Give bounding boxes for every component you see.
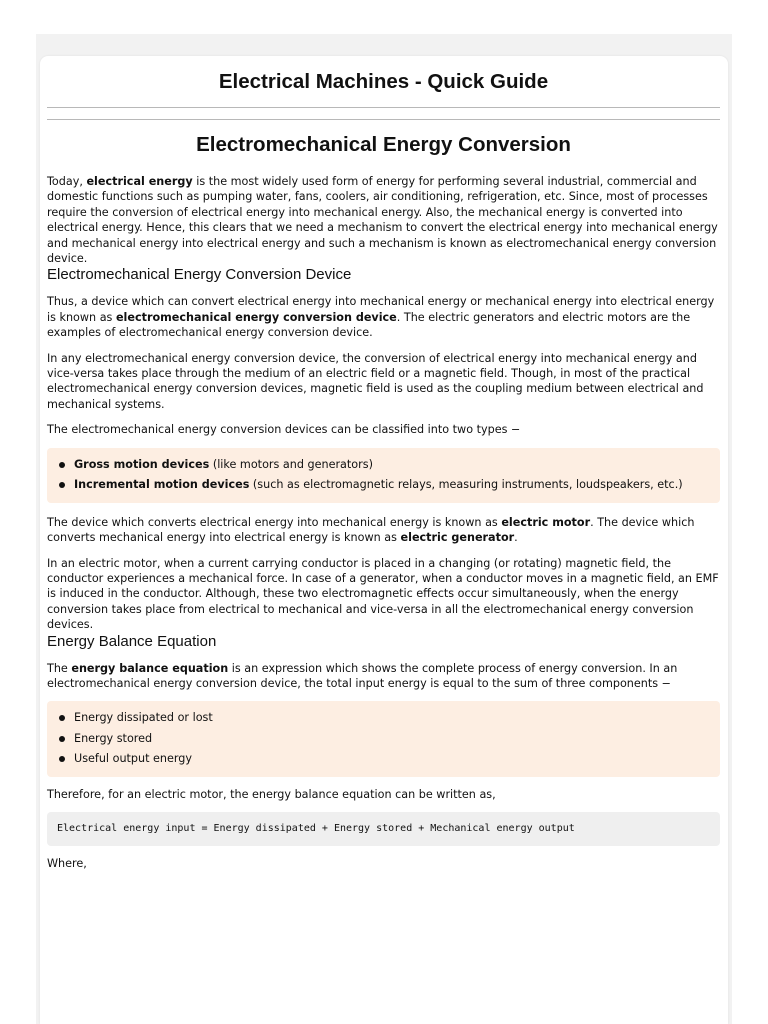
paragraph: Where, [47, 857, 87, 871]
intro-paragraph: Today, electrical energy is the most widely used form of energy for performing several industrial, commercial and domestic functions such as pumping water, fans, coolers, air conditioning, refrigeration, etc. Since, most of processes require the conversion of electrical energy into mechanical energy. Also, the mechanical energy is converted into electrical energy. Hence, this clears that we need a mechanism to convert the electrical energy into mechanical energy and mechanical energy into electrical energy and such a mechanism is known as electromechanical energy conversion device. [47, 175, 718, 266]
divider [47, 119, 720, 120]
device-types-box [47, 448, 720, 503]
paragraph: Therefore, for an electric motor, the energy balance equation can be written as, [47, 787, 496, 801]
paragraph: In an electric motor, when a current carrying conductor is placed in a changing (or rotating) magnetic field, the conductor experiences a mechanical force. In case of a generator, when a conductor moves in a magnetic field, an EMF is induced in the conductor. Although, these two electromagnetic effects occur simultaneously, when the energy conversion takes place from electrical to mechanical and vice-versa in all the electromechanical energy conversion devices. [47, 556, 719, 632]
page-title: Electrical Machines - Quick Guide [218, 70, 549, 93]
paragraph: The electromechanical energy conversion devices can be classified into two types − [47, 423, 521, 437]
paragraph: Thus, a device which can convert electrical energy into mechanical energy or mechanical energy into electrical energy is known as electromechanical energy conversion device. The electric generators and electric motors are the examples of electromechanical energy conversion device. [47, 295, 715, 340]
list-item: Useful output energy [47, 750, 720, 771]
equation-block: Electrical energy input = Energy dissipated + Energy stored + Mechanical energy output [47, 812, 720, 846]
energy-components-list [47, 709, 720, 771]
subheading-conversion-device: Electromechanical Energy Conversion Device [47, 266, 352, 284]
section-title: Electromechanical Energy Conversion [196, 133, 571, 156]
list-item: Incremental motion devices (such as electromagnetic relays, measuring instruments, loudspeakers, etc.) [47, 476, 720, 497]
subheading-energy-balance: Energy Balance Equation [47, 632, 217, 650]
device-types-list [47, 456, 720, 497]
article [47, 56, 720, 872]
paragraph: The energy balance equation is an expression which shows the complete process of energy conversion. In an electromechanical energy conversion device, the total input energy is equal to the sum of three components − [47, 661, 678, 690]
divider [47, 107, 720, 108]
list-item: Energy dissipated or lost [47, 709, 720, 730]
energy-components-box [47, 701, 720, 777]
list-item: Gross motion devices (like motors and generators) [47, 456, 720, 477]
paragraph: In any electromechanical energy conversion device, the conversion of electrical energy into mechanical energy and vice-versa takes place through the medium of an electric field or a magnetic field. Though, in most of the practical electromechanical energy conversion devices, magnetic field is used as the coupling medium between electrical and mechanical systems. [47, 351, 704, 411]
paragraph: The device which converts electrical energy into mechanical energy is known as electric motor. The device which converts mechanical energy into electrical energy is known as electric generator. [47, 515, 695, 545]
list-item: Energy stored [47, 730, 720, 751]
